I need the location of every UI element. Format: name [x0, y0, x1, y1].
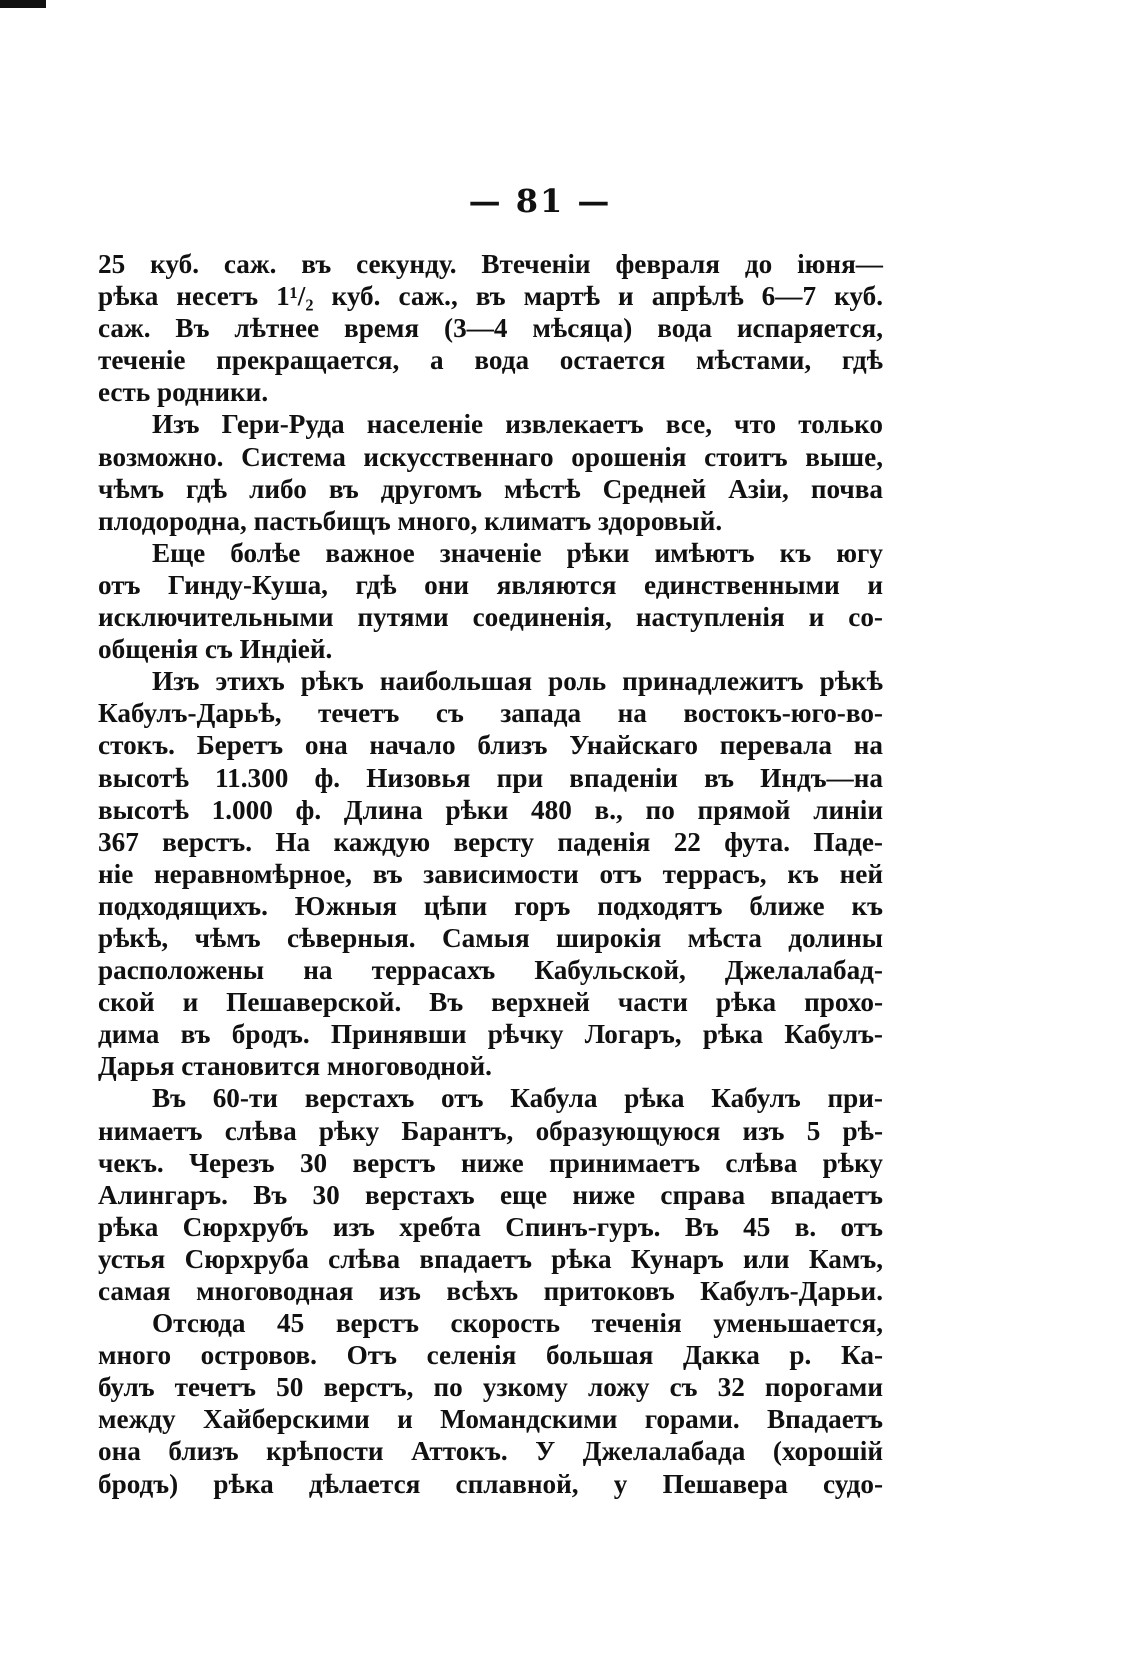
- scan-corner-mark: [0, 0, 46, 8]
- paragraph: [98, 1082, 883, 1307]
- text-line: есть родники.: [98, 377, 269, 408]
- text-line: Отсюда 45 верстъ скорость теченія уменьшается,: [152, 1308, 883, 1339]
- text-line: исключительными путями соединенія, наступленія и со-: [98, 602, 883, 633]
- text-line: Дарья становится многоводной.: [98, 1051, 492, 1082]
- text-line: ской и Пешаверской. Въ верхней части рѣка прохо-: [98, 987, 883, 1018]
- text-line: 25 куб. саж. въ секунду. Втеченіи февраля до іюня—: [98, 249, 883, 279]
- text-line: рѣка Сюрхрубъ изъ хребта Спинъ-гуръ. Въ 45 в. отъ: [98, 1211, 883, 1242]
- paragraph: [98, 1307, 883, 1500]
- text-line: дима въ бродъ. Принявши рѣчку Логаръ, рѣка Кабулъ-: [98, 1019, 883, 1050]
- paragraph: [98, 537, 883, 665]
- paragraph: [98, 665, 883, 1082]
- text-line: Изъ Гери-Руда населеніе извлекаетъ все, что только: [152, 409, 883, 440]
- text-line: рѣка несетъ 1¹/₂ куб. саж., въ мартѣ и апрѣлѣ 6—7 куб.: [98, 281, 883, 312]
- text-line: Кабулъ-Дарьѣ, течетъ съ запада на востокъ-юго-во-: [98, 698, 883, 729]
- text-line: стокъ. Беретъ она начало близъ Унайскаго перевала на: [98, 730, 883, 761]
- text-line: чекъ. Черезъ 30 верстъ ниже принимаетъ слѣва рѣку: [98, 1147, 883, 1178]
- text-line: 367 верстъ. На каждую версту паденія 22 фута. Паде-: [98, 826, 883, 857]
- text-line: отъ Гинду-Куша, гдѣ они являются единственными и: [98, 569, 883, 600]
- text-line: теченіе прекращается, а вода остается мѣстами, гдѣ: [98, 345, 883, 376]
- text-line: булъ течетъ 50 верстъ, по узкому ложу съ 32 порогами: [98, 1372, 883, 1403]
- paragraph: [98, 408, 883, 536]
- text-line: Изъ этихъ рѣкъ наибольшая роль принадлежитъ рѣкѣ: [152, 666, 883, 697]
- text-line: рѣкѣ, чѣмъ сѣверныя. Самыя широкія мѣста долины: [98, 922, 883, 953]
- page-number: — 81 —: [468, 182, 612, 220]
- text-line: общенія съ Индіей.: [98, 634, 333, 665]
- text-line: нимаетъ слѣва рѣку Барантъ, образующуюся изъ 5 рѣ-: [98, 1115, 883, 1146]
- text-line: Еще болѣе важное значеніе рѣки имѣютъ къ югу: [152, 537, 883, 568]
- text-line: плодородна, пастьбищъ много, климатъ здоровый.: [98, 505, 723, 536]
- text-line: саж. Въ лѣтнее время (3—4 мѣсяца) вода испаряется,: [98, 313, 883, 344]
- text-line: она близъ крѣпости Аттокъ. У Джелалабада (хорошій: [98, 1436, 883, 1467]
- body-text: [98, 248, 883, 1500]
- text-line: ніе неравномѣрное, въ зависимости отъ террасъ, къ ней: [98, 858, 883, 889]
- text-line: между Хайберскими и Момандскими горами. Впадаетъ: [98, 1404, 883, 1435]
- text-line: чѣмъ гдѣ либо въ другомъ мѣстѣ Средней Азіи, почва: [98, 473, 883, 504]
- text-line: высотѣ 11.300 ф. Низовья при впаденіи въ Индъ—на: [98, 762, 883, 793]
- text-line: высотѣ 1.000 ф. Длина рѣки 480 в., по прямой линіи: [98, 794, 883, 825]
- paragraph: [98, 248, 883, 408]
- text-line: Въ 60-ти верстахъ отъ Кабула рѣка Кабулъ при-: [152, 1083, 883, 1114]
- text-line: расположены на террасахъ Кабульской, Джелалабад-: [98, 955, 883, 986]
- text-line: Алингаръ. Въ 30 верстахъ еще ниже справа впадаетъ: [98, 1179, 883, 1210]
- text-line: возможно. Система искусственнаго орошенія стоитъ выше,: [98, 441, 883, 472]
- text-line: бродъ) рѣка дѣлается сплавной, у Пешавера судо-: [98, 1468, 883, 1499]
- text-line: подходящихъ. Южныя цѣпи горъ подходятъ ближе къ: [98, 890, 883, 921]
- text-line: много островов. Отъ селенія большая Дакка р. Ка-: [98, 1340, 883, 1371]
- text-line: самая многоводная изъ всѣхъ притоковъ Кабулъ-Дарьи.: [98, 1276, 883, 1306]
- text-line: устья Сюрхруба слѣва впадаетъ рѣка Кунаръ или Камъ,: [98, 1243, 883, 1274]
